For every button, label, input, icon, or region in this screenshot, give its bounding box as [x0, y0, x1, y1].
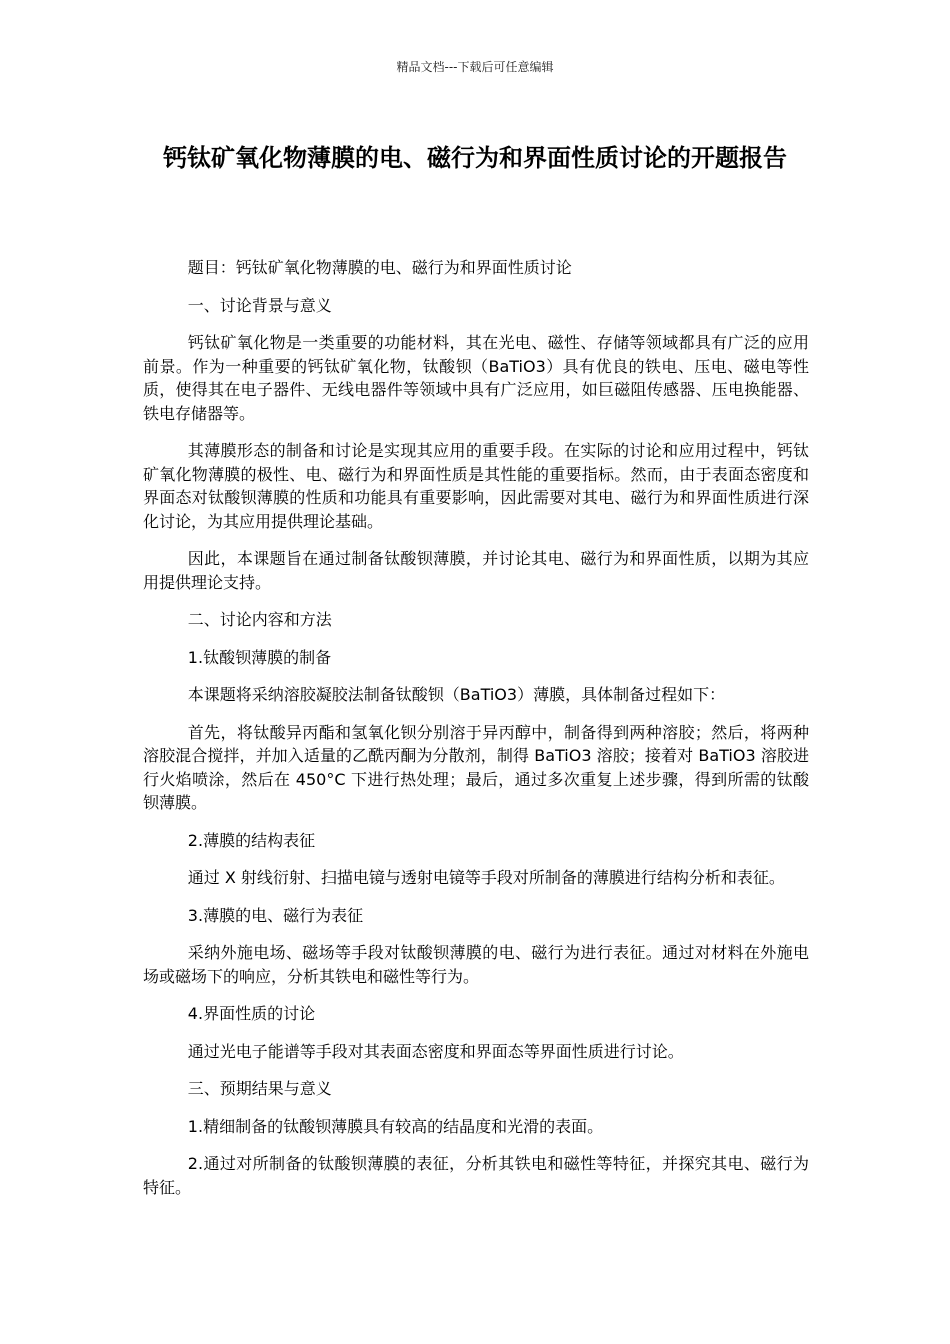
document-title: 钙钛矿氧化物薄膜的电、磁行为和界面性质讨论的开题报告	[163, 144, 787, 172]
paragraph: 本课题将采纳溶胶凝胶法制备钛酸钡（BaTiO3）薄膜，具体制备过程如下：	[187, 685, 726, 704]
paragraph: 其薄膜形态的制备和讨论是实现其应用的重要手段。在实际的讨论和应用过程中，钙钛矿氧化物薄膜的极性、电、磁行为和界面性质是其性能的重要指标。然而，由于表面态密度和界面态对钛酸钡薄膜的性质和功能具有重要影响，因此需要对其电、磁行为和界面性质进行深化讨论，为其应用提供理论基础。	[143, 441, 809, 531]
paragraph: 钙钛矿氧化物是一类重要的功能材料，其在光电、磁性、存储等领域都具有广泛的应用前景。作为一种重要的钙钛矿氧化物，钛酸钡（BaTiO3）具有优良的铁电、压电、磁电等性质，使得其在电子器件、无线电器件等领域中具有广泛应用，如巨磁阻传感器、压电换能器、铁电存储器等。	[143, 333, 809, 423]
list-item: 2.通过对所制备的钛酸钡薄膜的表征，分析其铁电和磁性等特征，并探究其电、磁行为特征。	[143, 1154, 809, 1197]
section-heading-content-methods: 二、讨论内容和方法	[187, 610, 332, 629]
paragraph: 因此，本课题旨在通过制备钛酸钡薄膜，并讨论其电、磁行为和界面性质，以期为其应用提供理论支持。	[143, 549, 809, 592]
paragraph: 通过光电子能谱等手段对其表面态密度和界面态等界面性质进行讨论。	[187, 1041, 684, 1061]
section-heading-background: 一、讨论背景与意义	[187, 295, 332, 315]
section-heading-expected-results: 三、预期结果与意义	[187, 1079, 332, 1098]
subheading: 2.薄膜的结构表征	[187, 830, 316, 850]
paragraph: 采纳外施电场、磁场等手段对钛酸钡薄膜的电、磁行为进行表征。通过对材料在外施电场或磁场下的响应，分析其铁电和磁性等行为。	[143, 943, 809, 986]
list-item: 1.精细制备的钛酸钡薄膜具有较高的结晶度和光滑的表面。	[187, 1116, 604, 1136]
subheading: 3.薄膜的电、磁行为表征	[187, 905, 364, 925]
paragraph-topic: 题目：钙钛矿氧化物薄膜的电、磁行为和界面性质讨论	[187, 258, 572, 277]
paragraph: 首先，将钛酸异丙酯和氢氧化钡分别溶于异丙醇中，制备得到两种溶胶；然后，将两种溶胶混合搅拌，并加入适量的乙酰丙酮为分散剂，制得 BaTiO3 溶胶；接着对 BaTiO3 溶胶进行火焰喷涂，然后在 450°C 下进行热处理；最后，通过多次重复上述步骤，得到所需的钛酸钡薄膜。	[143, 722, 809, 812]
subheading: 4.界面性质的讨论	[187, 1004, 316, 1023]
document-body	[143, 256, 809, 1213]
subheading: 1.钛酸钡薄膜的制备	[187, 647, 332, 667]
header-note: 精品文档---下载后可任意编辑	[396, 60, 554, 74]
paragraph: 通过 X 射线衍射、扫描电镜与透射电镜等手段对所制备的薄膜进行结构分析和表征。	[187, 868, 785, 887]
